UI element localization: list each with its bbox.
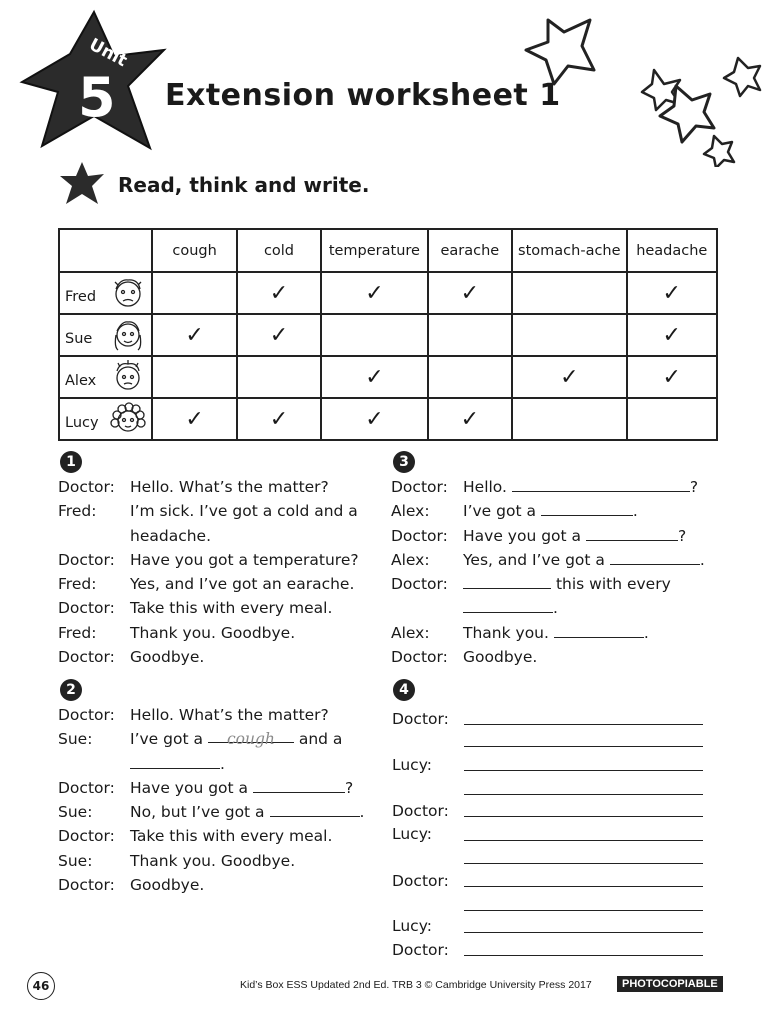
writing-line[interactable]	[464, 770, 703, 771]
dialogue-line	[391, 548, 711, 572]
dialogue-line	[58, 727, 373, 751]
page-title: Extension worksheet 1	[165, 78, 561, 113]
line-text: I’m sick. I’ve got a cold and a	[130, 502, 358, 521]
writing-line[interactable]	[464, 794, 703, 795]
dialogue-line	[58, 596, 368, 620]
speaker: Doctor:	[58, 550, 115, 569]
dialogue-line	[58, 873, 373, 897]
dialogue-line	[58, 824, 373, 848]
speaker: Alex:	[391, 550, 430, 569]
dialogue-line	[391, 524, 711, 548]
dialogue-line	[58, 475, 368, 499]
dialogue-line	[391, 621, 711, 645]
dialogue-line	[391, 475, 711, 499]
mark-cell	[321, 314, 427, 356]
boy-face-icon	[108, 359, 148, 395]
column-header: cough	[152, 229, 236, 272]
child-name: Alex	[65, 373, 97, 389]
answer-blank[interactable]	[586, 525, 678, 541]
line-text: Hello. What’s the matter?	[130, 478, 329, 496]
dialogue-line	[58, 800, 373, 824]
dialogue-line	[58, 499, 368, 523]
mark-cell: ✓	[237, 314, 321, 356]
speaker: Doctor:	[58, 778, 115, 797]
speaker: Lucy:	[392, 825, 432, 843]
speaker: Doctor:	[392, 941, 449, 959]
dialogue-1	[58, 475, 368, 669]
photocopiable-badge: PHOTOCOPIABLE	[617, 976, 723, 992]
mark-cell	[512, 272, 627, 314]
line-text: ?	[344, 778, 354, 797]
speaker	[58, 524, 130, 548]
mark-cell: ✓	[627, 314, 717, 356]
speaker: Doctor:	[392, 872, 449, 890]
mark-cell: ✓	[237, 272, 321, 314]
line-text: Hello.	[463, 478, 507, 496]
decorative-stars	[520, 12, 765, 167]
line-text: I’ve got a	[130, 730, 203, 749]
girl-face-icon	[108, 317, 148, 353]
line-text: .	[359, 803, 365, 822]
table-row	[59, 272, 717, 314]
answer-blank[interactable]	[253, 777, 345, 793]
table-row	[59, 398, 717, 440]
boy-face-icon	[108, 275, 148, 311]
line-text: Goodbye.	[463, 648, 538, 667]
writing-line[interactable]	[464, 724, 703, 725]
line-text: Thank you. Goodbye.	[130, 623, 296, 642]
line-text: Thank you. Goodbye.	[130, 851, 296, 870]
speaker: Lucy:	[392, 756, 432, 774]
speaker: Alex:	[391, 623, 430, 642]
speaker: Sue:	[58, 730, 93, 749]
speaker: Doctor:	[58, 876, 115, 895]
speaker: Doctor:	[391, 478, 448, 496]
girl-curly-face-icon	[108, 401, 148, 437]
mark-cell: ✓	[627, 272, 717, 314]
mark-cell	[512, 314, 627, 356]
column-header: earache	[428, 229, 512, 272]
mark-cell	[428, 356, 512, 398]
column-header: stomach-ache	[512, 229, 627, 272]
line-text: Have you got a	[463, 526, 582, 545]
line-text: Yes, and I’ve got a	[463, 550, 605, 569]
speaker: Doctor:	[58, 706, 115, 724]
mark-cell: ✓	[627, 356, 717, 398]
line-text: I’ve got a	[463, 502, 536, 521]
line-text: Goodbye.	[130, 876, 205, 895]
exercise-number-badge: 4	[393, 679, 415, 701]
speaker: Sue:	[58, 851, 93, 870]
answer-blank[interactable]	[541, 500, 633, 516]
speaker: Lucy:	[392, 917, 432, 935]
copyright-credit: Kid’s Box ESS Updated 2nd Ed. TRB 3 © Cambridge University Press 2017	[240, 979, 592, 991]
exercise-number-badge: 3	[393, 451, 415, 473]
table-row	[59, 356, 717, 398]
mark-cell	[627, 398, 717, 440]
line-text: Have you got a temperature?	[130, 550, 359, 569]
answer-blank[interactable]	[130, 753, 220, 769]
symptom-table	[58, 228, 718, 441]
dialogue-line	[58, 621, 368, 645]
row-name-cell	[59, 272, 152, 314]
line-text: Yes, and I’ve got an earache.	[130, 575, 355, 594]
speaker: Doctor:	[391, 575, 448, 594]
speaker: Doctor:	[58, 648, 115, 667]
line-text: Have you got a	[130, 778, 249, 797]
writing-line[interactable]	[464, 746, 703, 747]
speaker: Doctor:	[58, 478, 115, 496]
page-number: 46	[27, 972, 55, 1000]
speaker: Doctor:	[392, 710, 449, 728]
exercise-number-badge: 1	[60, 451, 82, 473]
exercise-number-badge: 2	[60, 679, 82, 701]
writing-line[interactable]	[464, 886, 703, 887]
line-text: .	[553, 599, 558, 618]
dialogue-line	[58, 752, 373, 776]
line-text: Take this with every meal.	[130, 827, 333, 846]
dialogue-line	[58, 776, 373, 800]
writing-line[interactable]	[464, 910, 703, 911]
dialogue-3	[391, 475, 711, 669]
unit-label: Unit	[85, 34, 131, 72]
table-header-row	[59, 229, 717, 272]
dialogue-line	[58, 849, 373, 873]
mark-cell: ✓	[321, 272, 427, 314]
writing-line[interactable]	[464, 932, 703, 933]
example-answer: cough	[226, 730, 275, 749]
line-text: No, but I’ve got a	[130, 803, 265, 822]
column-header: temperature	[321, 229, 427, 272]
answer-blank[interactable]	[463, 597, 553, 613]
speaker: Fred:	[58, 623, 97, 642]
speaker: Doctor:	[58, 599, 115, 618]
writing-line[interactable]	[464, 816, 703, 817]
speaker: Sue:	[58, 803, 93, 822]
line-text: Thank you.	[463, 623, 549, 642]
line-text: Goodbye.	[130, 648, 205, 667]
speaker: Fred:	[58, 575, 97, 594]
mark-cell: ✓	[321, 398, 427, 440]
speaker: Alex:	[391, 502, 430, 521]
mark-cell	[152, 356, 236, 398]
dialogue-line	[58, 548, 368, 572]
row-name-cell	[59, 314, 152, 356]
mark-cell	[152, 272, 236, 314]
dialogue-line	[391, 596, 711, 620]
speaker: Doctor:	[391, 526, 448, 545]
line-text: .	[643, 623, 649, 642]
dialogue-line	[58, 703, 373, 727]
mark-cell: ✓	[237, 398, 321, 440]
speaker: Fred:	[58, 502, 97, 521]
line-text: Take this with every meal.	[130, 599, 333, 618]
mark-cell	[428, 314, 512, 356]
speaker: Doctor:	[391, 648, 448, 667]
line-text: ?	[677, 526, 687, 545]
instruction-text: Read, think and write.	[118, 173, 370, 197]
row-name-cell	[59, 398, 152, 440]
writing-line[interactable]	[464, 863, 703, 864]
dialogue-line	[391, 645, 711, 669]
answer-blank[interactable]	[610, 549, 700, 565]
dialogue-line	[58, 645, 368, 669]
column-header: cold	[237, 229, 321, 272]
dialogue-line	[58, 572, 368, 596]
dialogue-line	[391, 499, 711, 523]
mark-cell: ✓	[152, 398, 236, 440]
child-name: Lucy	[65, 415, 99, 431]
mark-cell: ✓	[428, 398, 512, 440]
line-text: headache.	[130, 526, 212, 545]
mark-cell: ✓	[512, 356, 627, 398]
line-text: .	[699, 550, 705, 569]
mark-cell: ✓	[321, 356, 427, 398]
line-text: ?	[689, 478, 699, 496]
dialogue-line	[58, 524, 368, 548]
mark-cell: ✓	[428, 272, 512, 314]
child-name: Fred	[65, 289, 97, 305]
mark-cell	[512, 398, 627, 440]
unit-number: 5	[78, 66, 116, 129]
line-text: .	[220, 754, 225, 773]
unit-star-badge	[18, 8, 170, 156]
line-text: this with every	[555, 575, 671, 594]
speaker: Doctor:	[392, 802, 449, 820]
instruction-star-icon	[58, 160, 106, 206]
dialogue-line	[391, 572, 711, 596]
column-header: headache	[627, 229, 717, 272]
answer-blank[interactable]	[512, 476, 690, 492]
writing-line[interactable]	[464, 955, 703, 956]
line-text: Hello. What’s the matter?	[130, 706, 329, 724]
answer-blank[interactable]	[554, 622, 644, 638]
mark-cell	[237, 356, 321, 398]
answer-blank[interactable]	[463, 573, 551, 589]
child-name: Sue	[65, 331, 93, 347]
table-row	[59, 314, 717, 356]
dialogue-2	[58, 703, 373, 897]
writing-line[interactable]	[464, 840, 703, 841]
mark-cell: ✓	[152, 314, 236, 356]
answer-blank[interactable]	[270, 801, 360, 817]
line-text: and a	[298, 730, 343, 749]
row-name-cell	[59, 356, 152, 398]
line-text: .	[632, 502, 638, 521]
speaker: Doctor:	[58, 827, 115, 846]
answer-blank-example	[208, 727, 294, 749]
table-corner-cell	[59, 229, 152, 272]
